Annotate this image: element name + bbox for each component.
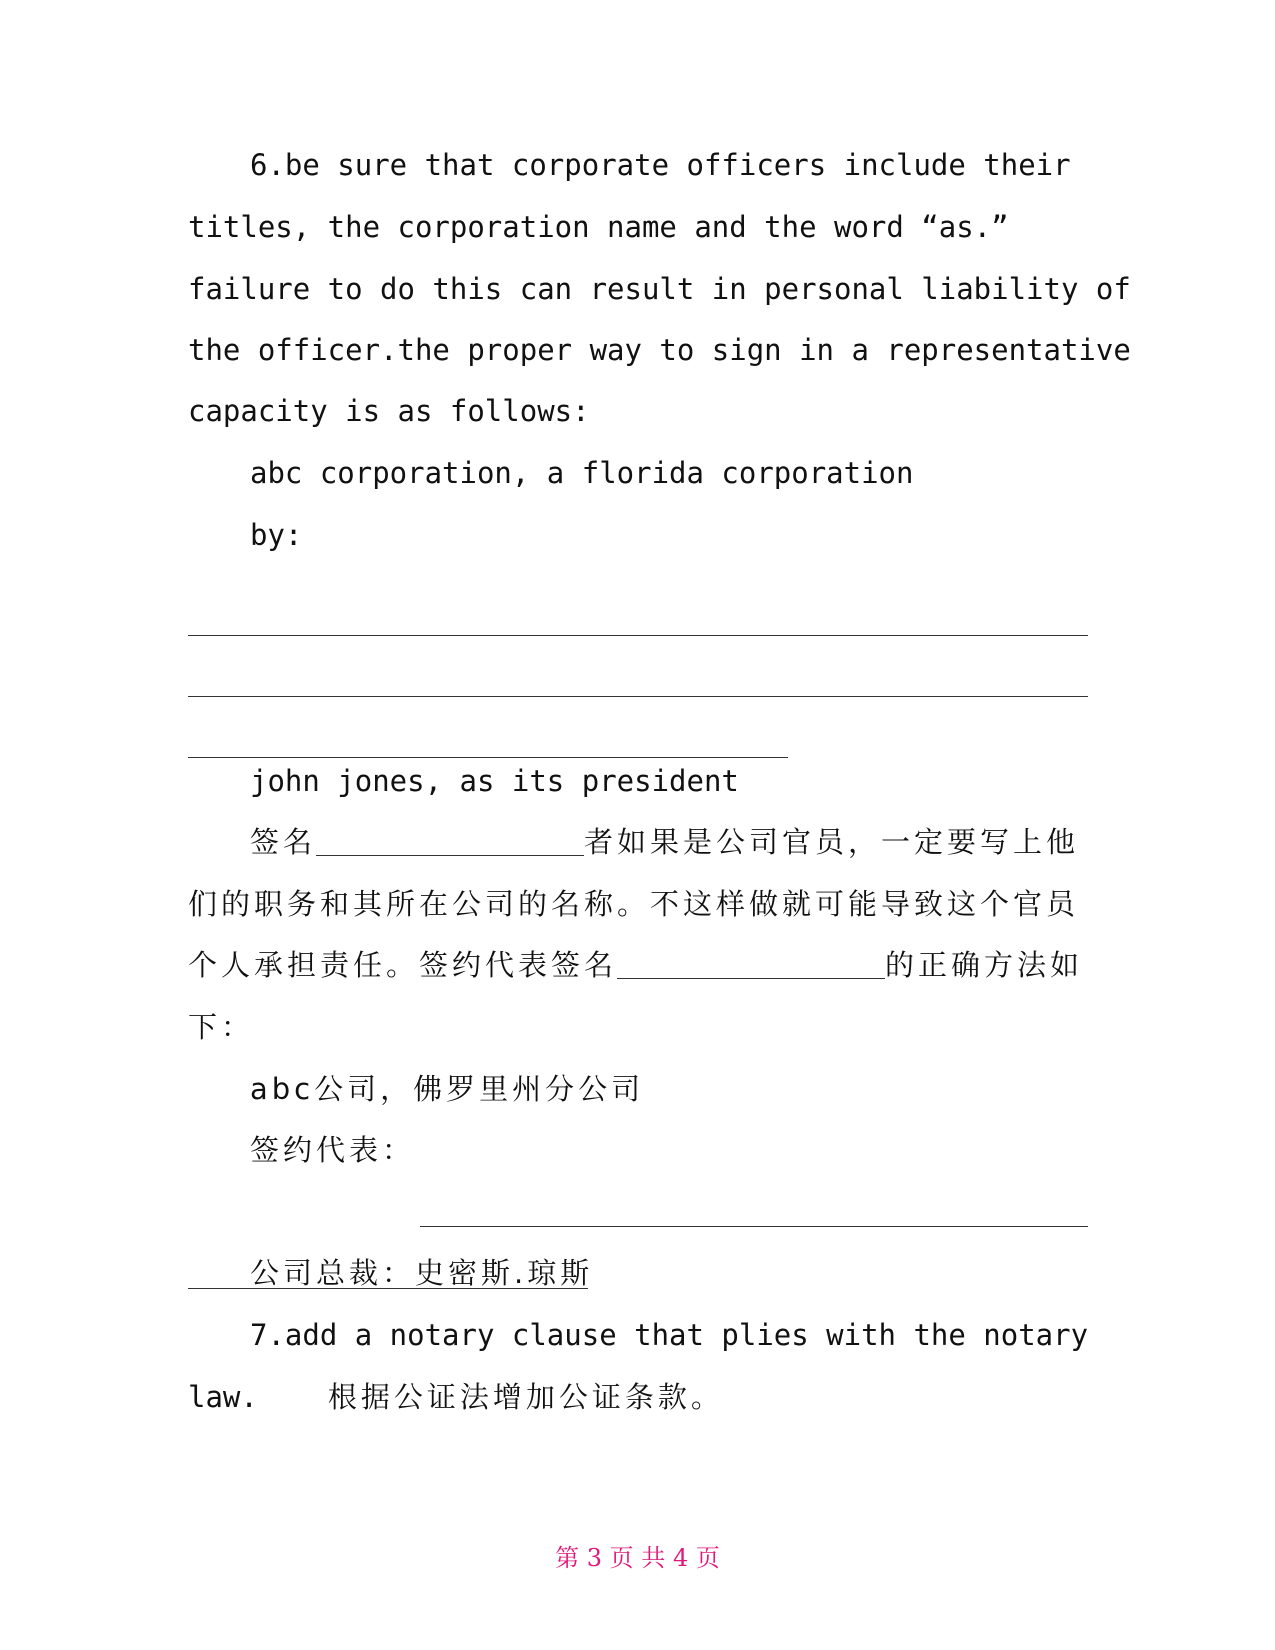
section6-line3: failure to do this can result in personal liability of <box>188 272 1131 306</box>
section6-line5: capacity is as follows: <box>188 394 590 428</box>
cn-rep-line <box>250 1118 1150 1182</box>
blank-underline <box>316 855 584 856</box>
cn-president-line: 公司总裁：史密斯.琼斯 <box>250 1256 594 1290</box>
blank-underline <box>617 978 885 979</box>
section6-line2: titles, the corporation name and the word “as.” <box>188 210 1009 244</box>
cn-paragraph-line2: 们的职务和其所在公司的名称。不这样做就可能导致这个官员 <box>188 887 1080 921</box>
section7-cn: 根据公证法增加公证条款。 <box>327 1380 724 1414</box>
example-company-line: abc corporation, a florida corporation <box>250 456 914 490</box>
cn-line1-rest: 者如果是公司官员，一定要写上他 <box>584 825 1080 859</box>
cn-company-line: abc公司，佛罗里州分公司 <box>250 1072 645 1106</box>
signature-rule-1 <box>188 635 1088 636</box>
section7-line1: 7.add a notary clause that plies with the notary <box>250 1318 1089 1352</box>
cn-paragraph-line4: 下： <box>188 1010 255 1044</box>
signer-line: john jones, as its president <box>250 764 739 798</box>
signature-rule-2 <box>188 696 1088 697</box>
rep-signature-rule-1 <box>420 1226 1088 1227</box>
cn-rep-label: 签约代表： <box>250 1133 416 1167</box>
section7-line2 <box>188 1365 1088 1429</box>
cn-line3-rest: 的正确方法如 <box>885 948 1084 982</box>
section7-law: law. <box>188 1380 258 1414</box>
cn-line3-start: 个人承担责任。签约代表签名 <box>188 948 618 982</box>
cn-paragraph-line1 <box>250 810 1150 874</box>
by-label: by: <box>250 518 303 552</box>
cn-sign-label: 签名 <box>250 825 317 859</box>
section6-line4: the officer.the proper way to sign in a representative <box>188 333 1131 367</box>
section6-line1: 6.be sure that corporate officers include their <box>250 148 1071 182</box>
page-footer: 第 3 页 共 4 页 <box>555 1544 720 1572</box>
cn-paragraph-line3 <box>188 933 1088 997</box>
